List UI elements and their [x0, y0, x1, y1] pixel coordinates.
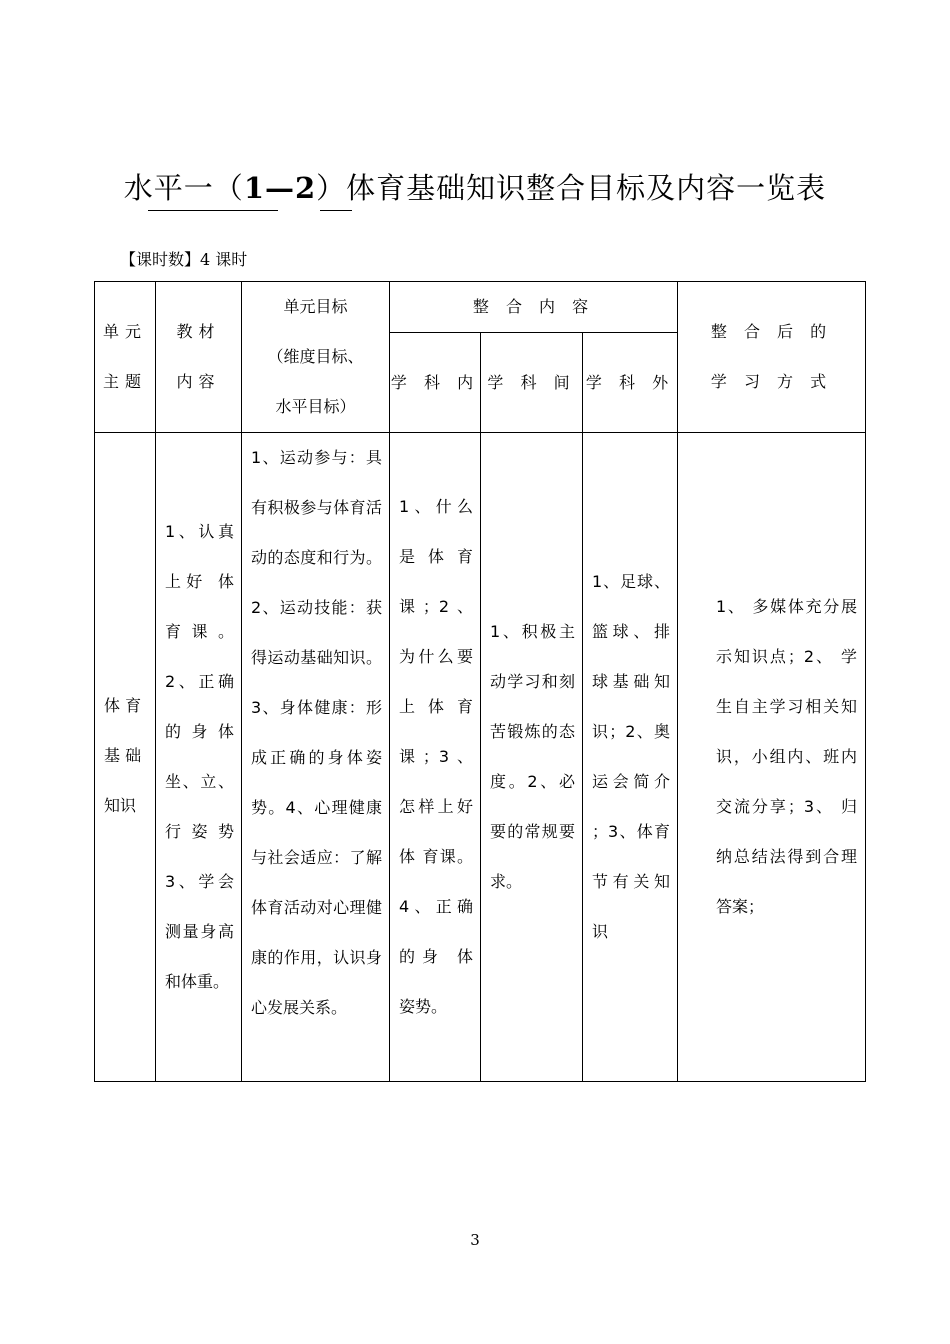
cell-unit-goal-text: 1、运动参与：具有积极参与体育活动的态度和行为。2、运动技能：获得运动基础知识。3、身体健康：形成正确的身体姿势。4、心理健康与社会适应：了解体育活动对心理健康的作用，认识身心发展关系。 — [251, 448, 382, 1017]
header-within-subject: 学 科 内 — [390, 333, 481, 433]
header-learning-method-line1: 整 合 后 的 — [710, 322, 833, 341]
header-unit-theme-line1: 单元 — [102, 322, 147, 341]
title-suffix: ）体育基础知识整合目标及内容一览表 — [316, 171, 827, 205]
cell-between-subjects — [481, 433, 583, 1082]
cell-teaching-content-text: 1、认真上好 体 育课。2、正确的身体坐、立、行姿势3、学会测量身高和体重。 — [165, 522, 234, 991]
header-unit-theme — [95, 282, 156, 433]
cell-outside-subject-text: 1、足球、篮球、排球基础知识；2、奥运会简介 ；3、体育节有关知识 — [592, 572, 671, 941]
integration-table — [94, 281, 866, 1082]
header-unit-goal-line1: 单元目标 — [283, 297, 348, 316]
header-learning-method-line2: 学 习 方 式 — [710, 372, 833, 391]
header-unit-goal-line3: 水平目标） — [275, 397, 356, 416]
cell-learning-method — [678, 433, 866, 1082]
header-unit-goal-line2: （维度目标、 — [267, 347, 364, 366]
cell-learning-method-text: 1、 多媒体充分展示知识点；2、 学生自主学习相关知识，小组内、班内交流分享；3、 归纳总结法得到合理答案； — [716, 597, 858, 916]
cell-teaching-content — [156, 433, 242, 1082]
page-title — [0, 168, 950, 208]
page-number: 3 — [470, 1231, 480, 1249]
title-range: 1—2 — [243, 171, 317, 205]
title-underline-left — [148, 210, 278, 211]
cell-outside-subject — [583, 433, 678, 1082]
header-unit-theme-line2: 主题 — [102, 372, 147, 391]
header-learning-method — [678, 282, 866, 433]
cell-within-subject — [390, 433, 481, 1082]
header-unit-goal — [242, 282, 390, 433]
header-outside-subject: 学 科 外 — [583, 333, 678, 433]
cell-within-subject-text: 1、什么是体育课；2、为什么要上体育课；3、怎样上好 体 育课。4、正确的身 体 姿势。 — [399, 497, 473, 1016]
cell-unit-goal — [242, 433, 390, 1082]
header-between-subjects: 学 科 间 — [481, 333, 583, 433]
title-prefix: 水平一（ — [123, 171, 244, 205]
title-underline-right — [320, 210, 352, 211]
header-integration-content: 整 合 内 容 — [390, 282, 678, 333]
cell-unit-theme — [95, 433, 156, 1082]
header-teaching-content-line2: 内容 — [176, 372, 221, 391]
class-hours: 【课时数】4 课时 — [120, 250, 248, 269]
header-teaching-content — [156, 282, 242, 433]
cell-between-subjects-text: 1、积极主动学习和刻苦锻炼的态度。2、必要的常规要求。 — [490, 622, 575, 891]
cell-unit-theme-text: 体 育 基 础 知识 — [104, 696, 142, 815]
header-teaching-content-line1: 教材 — [176, 322, 221, 341]
